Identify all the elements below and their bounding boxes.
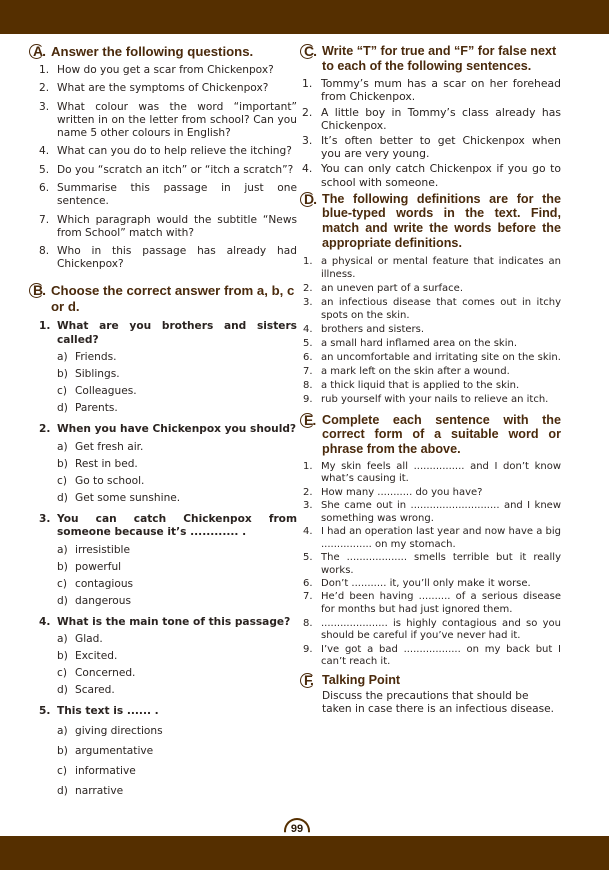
talking-point-text: Discuss the precautions that should be taken in case there is an infectious disease. — [322, 689, 555, 716]
mcq-question: 2. When you have Chickenpox you should? a) Get fresh air. b) Rest in bed. c) Go to school. d) Get some sunshine. — [39, 423, 297, 507]
mcq-option: a) Glad. — [57, 633, 103, 645]
mcq-option: b) powerful — [57, 560, 122, 573]
section-f-title: F. Talking Point — [303, 673, 561, 688]
definition-item: 1. a physical or mental feature that indicates an illness. — [303, 256, 561, 280]
definition-item: 9. rub yourself with your nails to relieve an itch. — [303, 394, 549, 406]
section-a — [32, 44, 297, 271]
section-c-statements — [302, 77, 561, 189]
section-a-title: A. Answer the following questions. — [32, 44, 297, 60]
mcq-option: b) Rest in bed. — [57, 457, 138, 470]
sentence-item: 8. ..................... is highly contagious and so you should be careful if you’ve never had it. — [303, 617, 561, 642]
mcq-option: d) Get some sunshine. — [57, 491, 181, 504]
mcq-option: a) Friends. — [57, 351, 117, 363]
page-number: 99 — [282, 816, 312, 836]
section-e-title: E. Complete each sentence with the correct form of a suitable word or phrase from the above. — [303, 413, 561, 457]
section-f-letter-badge: F. — [303, 673, 314, 688]
section-e-sentences — [303, 461, 561, 670]
definition-item: 5. a small hard inflamed area on the skin. — [303, 337, 518, 349]
mcq-question: 4. What is the main tone of this passage? a) Glad. b) Excited. c) Concerned. d) Scared. — [39, 616, 297, 700]
statement-item: 2. A little boy in Tommy’s class already has Chickenpox. — [302, 105, 561, 132]
statement-item: 1. Tommy’s mum has a scar on her forehead from Chickenpox. — [302, 77, 561, 104]
mcq-option: b) Siblings. — [57, 368, 120, 380]
definition-item: 2. an uneven part of a surface. — [303, 282, 464, 294]
section-e-letter-badge: E. — [303, 413, 316, 428]
section-b-questions — [39, 320, 297, 801]
sentence-item: 1. My skin feels all ................ and I don’t know what’s causing it. — [303, 460, 561, 485]
mcq-option: c) Colleagues. — [57, 385, 137, 397]
sentence-item: 2. How many ........... do you have? — [303, 486, 483, 498]
definition-item: 7. a mark left on the skin after a wound. — [303, 365, 510, 377]
definition-item: 8. a thick liquid that is applied to the skin. — [303, 380, 520, 392]
left-column — [32, 44, 297, 807]
question-item: 2. What are the symptoms of Chickenpox? — [39, 82, 269, 94]
question-item: 8. Who in this passage has already had Chickenpox? — [39, 245, 297, 270]
question-item: 6. Summarise this passage in just one sentence. — [39, 182, 297, 207]
mcq-question: 5. This text is ...... . a) giving directions b) argumentative c) informative d) narrative — [39, 705, 297, 801]
question-item: 1. How do you get a scar from Chickenpox? — [39, 63, 274, 76]
mcq-question: 1. What are you brothers and sisters called? a) Friends. b) Siblings. c) Colleagues. d) Parents. — [39, 320, 297, 417]
section-a-letter-badge: A. — [32, 44, 46, 60]
section-d-title: D. The following definitions are for the blue-typed words in the text. Find, match and write the words before the appropriate definitions. — [303, 192, 561, 250]
mcq-option: c) Concerned. — [57, 667, 136, 679]
footer-band — [0, 836, 609, 870]
mcq-option: d) dangerous — [57, 594, 132, 607]
section-d-definitions — [303, 256, 561, 407]
sentence-item: 7. He’d been having .......... of a serious disease for months but had just ignored them. — [303, 591, 561, 616]
definition-item: 6. an uncomfortable and irritating site on the skin. — [303, 351, 561, 363]
section-c — [303, 44, 561, 189]
question-item: 4. What can you do to help relieve the itching? — [39, 145, 292, 157]
definition-item: 4. brothers and sisters. — [303, 323, 425, 335]
section-a-questions — [39, 64, 297, 272]
mcq-option: d) Parents. — [57, 402, 118, 414]
right-column — [303, 44, 561, 717]
mcq-option: d) narrative — [57, 784, 124, 797]
sentence-item: 3. She came out in ............................ and I knew something was wrong. — [303, 499, 561, 524]
mcq-option: c) contagious — [57, 577, 134, 590]
sentence-item: 5. The ................... smells terrible but it really works. — [303, 552, 561, 576]
mcq-question: 3. You can catch Chickenpox from someone because it’s ............ . a) irresistible b) powerful c) contagious d) dangerous — [39, 513, 297, 610]
mcq-option: a) giving directions — [57, 724, 163, 737]
mcq-option: c) Go to school. — [57, 474, 145, 487]
section-c-letter-badge: C. — [303, 44, 317, 59]
mcq-option: b) Excited. — [57, 650, 118, 662]
sentence-item: 6. Don’t ........... it, you’ll only make it worse. — [303, 578, 531, 590]
question-item: 7. Which paragraph would the subtitle “News from School” match with? — [39, 213, 297, 239]
question-item: 5. Do you “scratch an itch” or “itch a scratch”? — [39, 163, 294, 176]
mcq-option: d) Scared. — [57, 684, 115, 696]
mcq-option: a) irresistible — [57, 543, 131, 556]
mcq-option: a) Get fresh air. — [57, 440, 144, 453]
statement-item: 4. You can only catch Chickenpox if you go to school with someone. — [302, 162, 561, 189]
sentence-item: 9. I’ve got a bad .................. on my back but I can’t reach it. — [303, 643, 561, 668]
mcq-option: b) argumentative — [57, 744, 154, 757]
section-b — [32, 283, 297, 801]
section-d-letter-badge: D. — [303, 192, 317, 207]
section-b-title: B. Choose the correct answer from a, b, c or d. — [32, 283, 297, 314]
section-b-letter-badge: B. — [32, 283, 46, 299]
statement-item: 3. It’s often better to get Chickenpox when you are very young. — [302, 134, 561, 161]
section-c-title: C. Write “T” for true and “F” for false next to each of the following sentences. — [303, 44, 561, 73]
section-d — [303, 192, 561, 407]
header-band — [0, 0, 609, 34]
sentence-item: 4. I had an operation last year and now have a big ................ on my stomach. — [303, 525, 561, 550]
mcq-option: c) informative — [57, 764, 136, 777]
definition-item: 3. an infectious disease that comes out in itchy spots on the skin. — [303, 296, 561, 321]
section-e — [303, 413, 561, 670]
section-f — [303, 673, 561, 717]
question-item: 3. What colour was the word “important” written in on the letter from school? Can you name 5 other colours in English? — [39, 100, 297, 139]
